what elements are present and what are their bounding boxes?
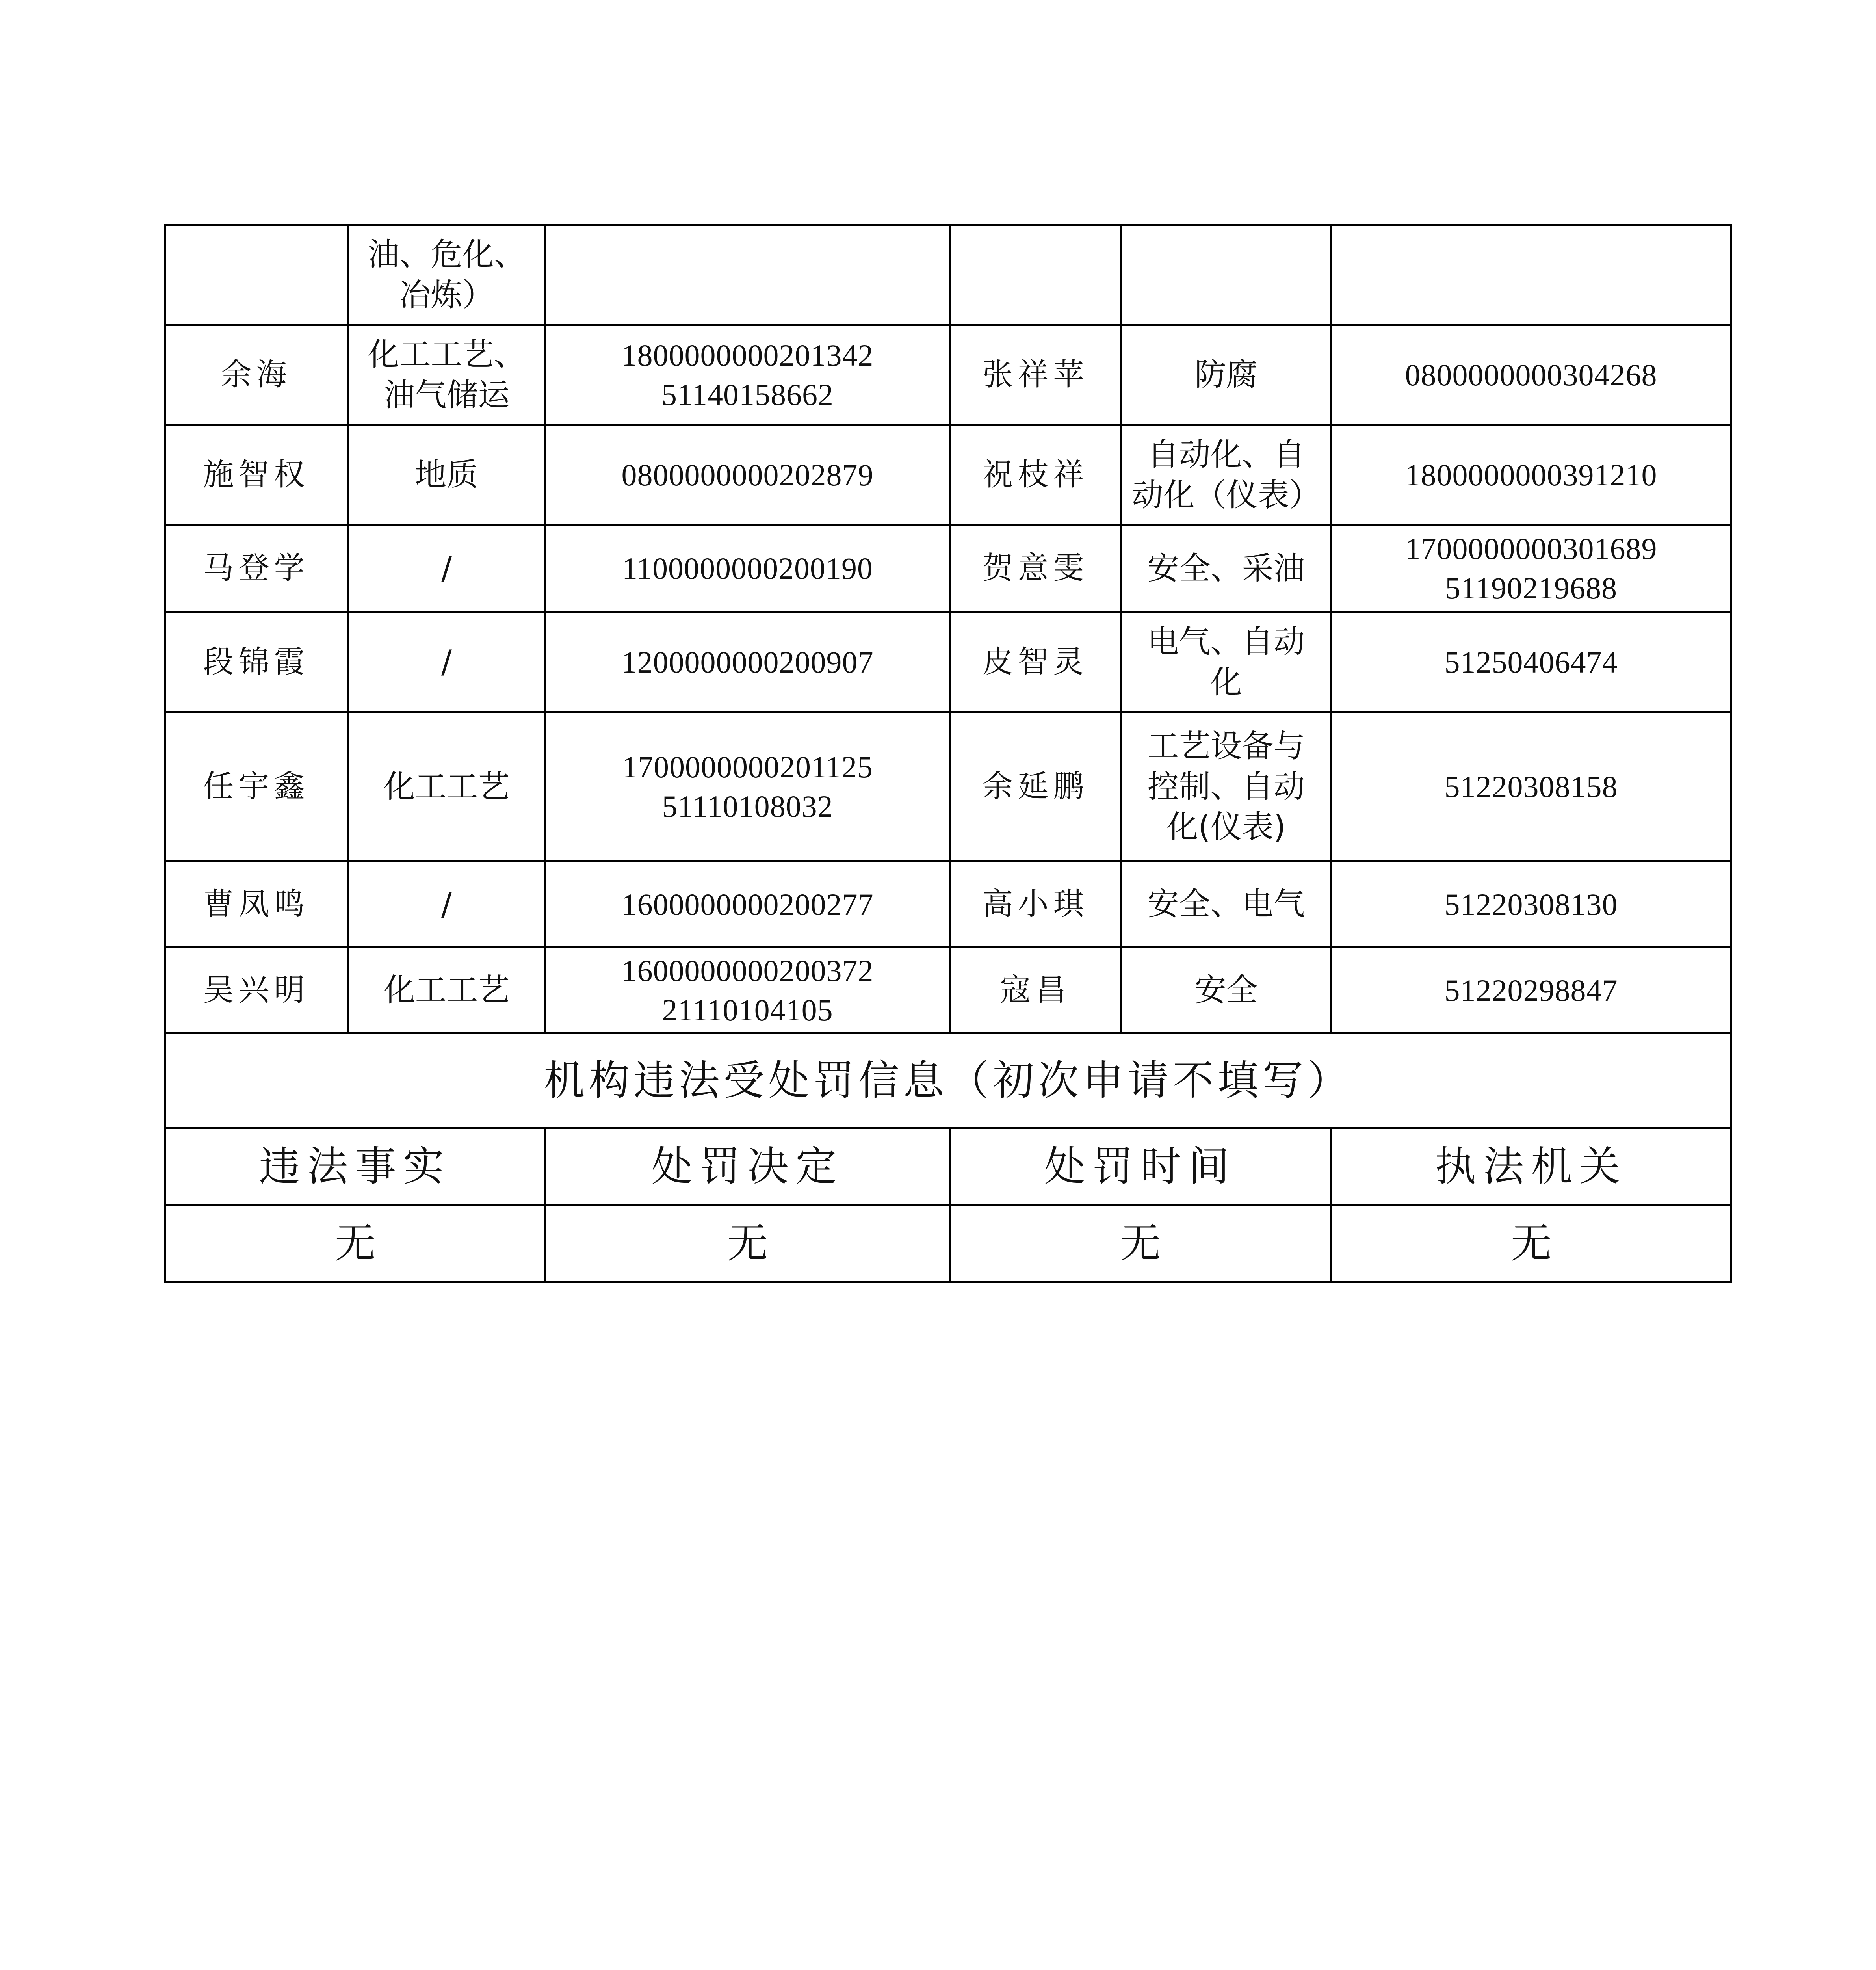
staff-name-left: 吴兴明	[165, 948, 348, 1033]
staff-cert-right	[1331, 225, 1731, 325]
qualification-form-page	[164, 224, 1730, 1283]
staff-cert-left: 1600000000200277	[546, 862, 950, 948]
staff-major-right	[1122, 225, 1331, 325]
staff-cert-left: 1100000000200190	[546, 525, 950, 612]
staff-name-left: 施智权	[165, 425, 348, 525]
staff-major-left: 化工工艺、 油气储运	[348, 325, 546, 425]
staff-major-right: 工艺设备与 控制、自动 化(仪表)	[1122, 712, 1331, 862]
penalty-header-time: 处罚时间	[950, 1128, 1331, 1205]
penalty-header-facts: 违法事实	[165, 1128, 546, 1205]
staff-name-right: 寇昌	[950, 948, 1122, 1033]
staff-major-right: 安全、电气	[1122, 862, 1331, 948]
staff-cert-left: 1200000000200907	[546, 612, 950, 712]
staff-major-right: 安全	[1122, 948, 1331, 1033]
staff-cert-left	[546, 225, 950, 325]
table-row	[165, 948, 1731, 1033]
staff-cert-left: 1800000000201342 51140158662	[546, 325, 950, 425]
staff-cert-left: 0800000000202879	[546, 425, 950, 525]
penalty-value-row	[165, 1205, 1731, 1282]
staff-cert-right: 51220298847	[1331, 948, 1731, 1033]
penalty-value-decision: 无	[546, 1205, 950, 1282]
staff-cert-right: 0800000000304268	[1331, 325, 1731, 425]
table-row	[165, 425, 1731, 525]
staff-major-right: 自动化、自 动化（仪表）	[1122, 425, 1331, 525]
section-title-row	[165, 1033, 1731, 1128]
penalty-section-title: 机构违法受处罚信息（初次申请不填写）	[165, 1033, 1731, 1128]
penalty-header-decision: 处罚决定	[546, 1128, 950, 1205]
staff-name-right	[950, 225, 1122, 325]
staff-cert-right: 1700000000301689 51190219688	[1331, 525, 1731, 612]
staff-major-right: 防腐	[1122, 325, 1331, 425]
staff-major-right: 电气、自动 化	[1122, 612, 1331, 712]
staff-cert-right: 51220308158	[1331, 712, 1731, 862]
staff-and-penalty-table	[164, 224, 1732, 1283]
staff-name-right: 张祥苹	[950, 325, 1122, 425]
staff-cert-right: 51220308130	[1331, 862, 1731, 948]
staff-name-right: 高小琪	[950, 862, 1122, 948]
staff-cert-right: 1800000000391210	[1331, 425, 1731, 525]
penalty-header-authority: 执法机关	[1331, 1128, 1731, 1205]
staff-name-right: 皮智灵	[950, 612, 1122, 712]
table-row	[165, 612, 1731, 712]
penalty-value-facts: 无	[165, 1205, 546, 1282]
penalty-value-authority: 无	[1331, 1205, 1731, 1282]
table-row	[165, 325, 1731, 425]
staff-major-left: 化工工艺	[348, 712, 546, 862]
staff-name-left: 马登学	[165, 525, 348, 612]
staff-name-right: 余延鹏	[950, 712, 1122, 862]
staff-name-left	[165, 225, 348, 325]
staff-major-left: 油、危化、 冶炼）	[348, 225, 546, 325]
table-row	[165, 712, 1731, 862]
penalty-value-time: 无	[950, 1205, 1331, 1282]
staff-name-left: 曹凤鸣	[165, 862, 348, 948]
staff-name-right: 祝枝祥	[950, 425, 1122, 525]
staff-major-left: /	[348, 612, 546, 712]
penalty-header-row	[165, 1128, 1731, 1205]
staff-cert-left: 1700000000201125 51110108032	[546, 712, 950, 862]
staff-major-left: /	[348, 525, 546, 612]
staff-major-left: /	[348, 862, 546, 948]
staff-name-left: 余海	[165, 325, 348, 425]
staff-cert-left: 1600000000200372 21110104105	[546, 948, 950, 1033]
table-row	[165, 225, 1731, 325]
table-row	[165, 525, 1731, 612]
staff-major-right: 安全、采油	[1122, 525, 1331, 612]
staff-name-left: 段锦霞	[165, 612, 348, 712]
staff-name-right: 贺意雯	[950, 525, 1122, 612]
staff-major-left: 化工工艺	[348, 948, 546, 1033]
table-row	[165, 862, 1731, 948]
staff-major-left: 地质	[348, 425, 546, 525]
staff-cert-right: 51250406474	[1331, 612, 1731, 712]
staff-name-left: 任宇鑫	[165, 712, 348, 862]
